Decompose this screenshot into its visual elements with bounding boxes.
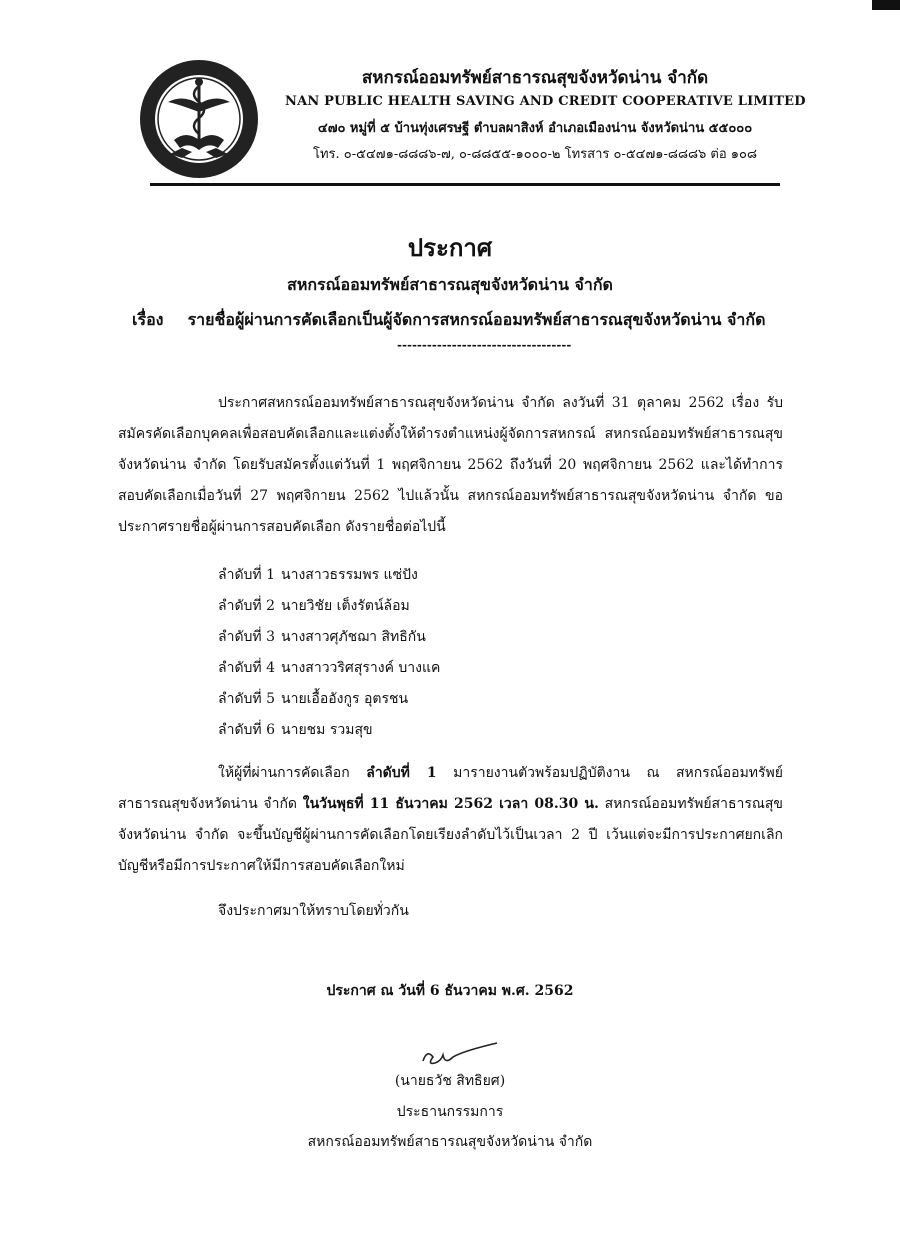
- header-divider: [150, 183, 780, 186]
- separator-line: -----------------------------------: [397, 338, 572, 352]
- closing-paragraph: จึงประกาศมาให้ทราบโดยทั่วกัน: [218, 903, 409, 919]
- candidate-row: [218, 715, 440, 746]
- report-date-highlight: ในวันพุธที่ 11 ธันวาคม 2562 เวลา 08.30 น.: [302, 796, 599, 812]
- report-instructions-paragraph: [118, 758, 783, 882]
- candidate-row: [218, 591, 440, 622]
- header-org-name-th: สหกรณ์ออมทรัพย์สาธารณสุขจังหวัดน่าน จำกัด: [361, 68, 709, 88]
- header-phone: โทร. ๐-๕๔๗๑-๘๘๘๖-๗, ๐-๘๘๕๕-๑๐๐๐-๒ โทรสาร ๐-๕๔๗๑-๘๘๘๖ ต่อ ๑๐๘: [313, 147, 757, 162]
- intro-paragraph: ประกาศสหกรณ์ออมทรัพย์สาธารณสุขจังหวัดน่าน จำกัด ลงวันที่ 31 ตุลาคม 2562 เรื่อง รับสมัครคัดเลือกบุคคลเพื่อสอบคัดเลือกและแต่งตั้งให้ดำรงตำแหน่งผู้จัดการสหกรณ์ สหกรณ์ออมทรัพย์สาธารณสุขจังหวัดน่าน จำกัด โดยรับสมัครตั้งแต่วันที่ 1 พฤศจิกายน 2562 ถึงวันที่ 20 พฤศจิกายน 2562 และได้ทำการสอบคัดเลือกเมื่อวันที่ 27 พฤศจิกายน 2562 ไปแล้วนั้น สหกรณ์ออมทรัพย์สาธารณสุขจังหวัดน่าน จำกัด ขอประกาศรายชื่อผู้ผ่านการสอบคัดเลือก ดังรายชื่อต่อไปนี้: [118, 395, 783, 535]
- signer-position: ประธานกรรมการ: [396, 1104, 504, 1120]
- report-text-e: สหกรณ์ออมทรัพย์สาธารณสุขจังหวัดน่าน จำกัด จะขึ้นบัญชีผู้ผ่านการคัดเลือกโดยเรียงลำดับไว้เป็นเวลา 2 ปี เว้นแต่จะมีการประกาศยกเลิกบัญชีหรือมีการประกาศให้มีการสอบคัดเลือกใหม่: [118, 796, 783, 874]
- candidate-order: ลำดับที่ 6: [218, 722, 276, 738]
- candidate-order: ลำดับที่ 4: [218, 660, 276, 676]
- candidate-name: นางสาวศุภัชฌา สิทธิกัน: [281, 629, 426, 645]
- candidate-row: [218, 622, 440, 653]
- announcement-title: ประกาศ: [407, 233, 493, 262]
- candidate-row: [218, 560, 440, 591]
- candidate-name: นายเอื้ออังกูร อุตรชน: [281, 691, 409, 707]
- candidate-row: [218, 684, 440, 715]
- announcement-date: ประกาศ ณ วันที่ 6 ธันวาคม พ.ศ. 2562: [326, 983, 574, 999]
- signer-org: สหกรณ์ออมทรัพย์สาธารณสุขจังหวัดน่าน จำกัด: [307, 1134, 593, 1150]
- signer-name: (นายธวัช สิทธิยศ): [394, 1073, 506, 1089]
- subject-label: เรื่อง: [132, 310, 164, 329]
- candidate-name: นางสาวธรรมพร แซ่ปัง: [281, 567, 418, 583]
- report-rank-highlight: ลำดับที่ 1: [366, 765, 437, 781]
- header-address: ๔๗๐ หมู่ที่ ๕ บ้านทุ่งเศรษฐี ตำบลผาสิงห์ อำเภอเมืองน่าน จังหวัดน่าน ๕๕๐๐๐: [317, 121, 753, 136]
- report-text-c: มารายงานตัวพร้อมปฏิบัติงาน ณ สหกรณ์ออมทรัพย์สาธารณสุขจังหวัดน่าน จำกัด: [118, 765, 783, 812]
- scan-corner-mark: [872, 0, 900, 10]
- candidate-name: นายวิชัย เต็งรัตน์ล้อม: [281, 598, 410, 614]
- header-org-name-en: NAN PUBLIC HEALTH SAVING AND CREDIT COOPERATIVE LIMITED: [285, 94, 806, 109]
- candidate-order: ลำดับที่ 3: [218, 629, 276, 645]
- cooperative-logo: [138, 58, 260, 180]
- report-text-a: ให้ผู้ที่ผ่านการคัดเลือก: [218, 765, 367, 781]
- candidate-order: ลำดับที่ 1: [218, 567, 276, 583]
- signature: [415, 1035, 505, 1075]
- announcement-subject: [132, 308, 832, 333]
- candidate-list: [218, 560, 440, 746]
- announcement-org: สหกรณ์ออมทรัพย์สาธารณสุขจังหวัดน่าน จำกัด: [287, 275, 613, 294]
- candidate-name: นายชม รวมสุข: [281, 722, 373, 738]
- candidate-name: นางสาววริศสุรางค์ บางแค: [281, 660, 441, 676]
- candidate-row: [218, 653, 440, 684]
- candidate-order: ลำดับที่ 2: [218, 598, 276, 614]
- candidate-order: ลำดับที่ 5: [218, 691, 276, 707]
- subject-text: รายชื่อผู้ผ่านการคัดเลือกเป็นผู้จัดการสหกรณ์ออมทรัพย์สาธารณสุขจังหวัดน่าน จำกัด: [187, 310, 766, 329]
